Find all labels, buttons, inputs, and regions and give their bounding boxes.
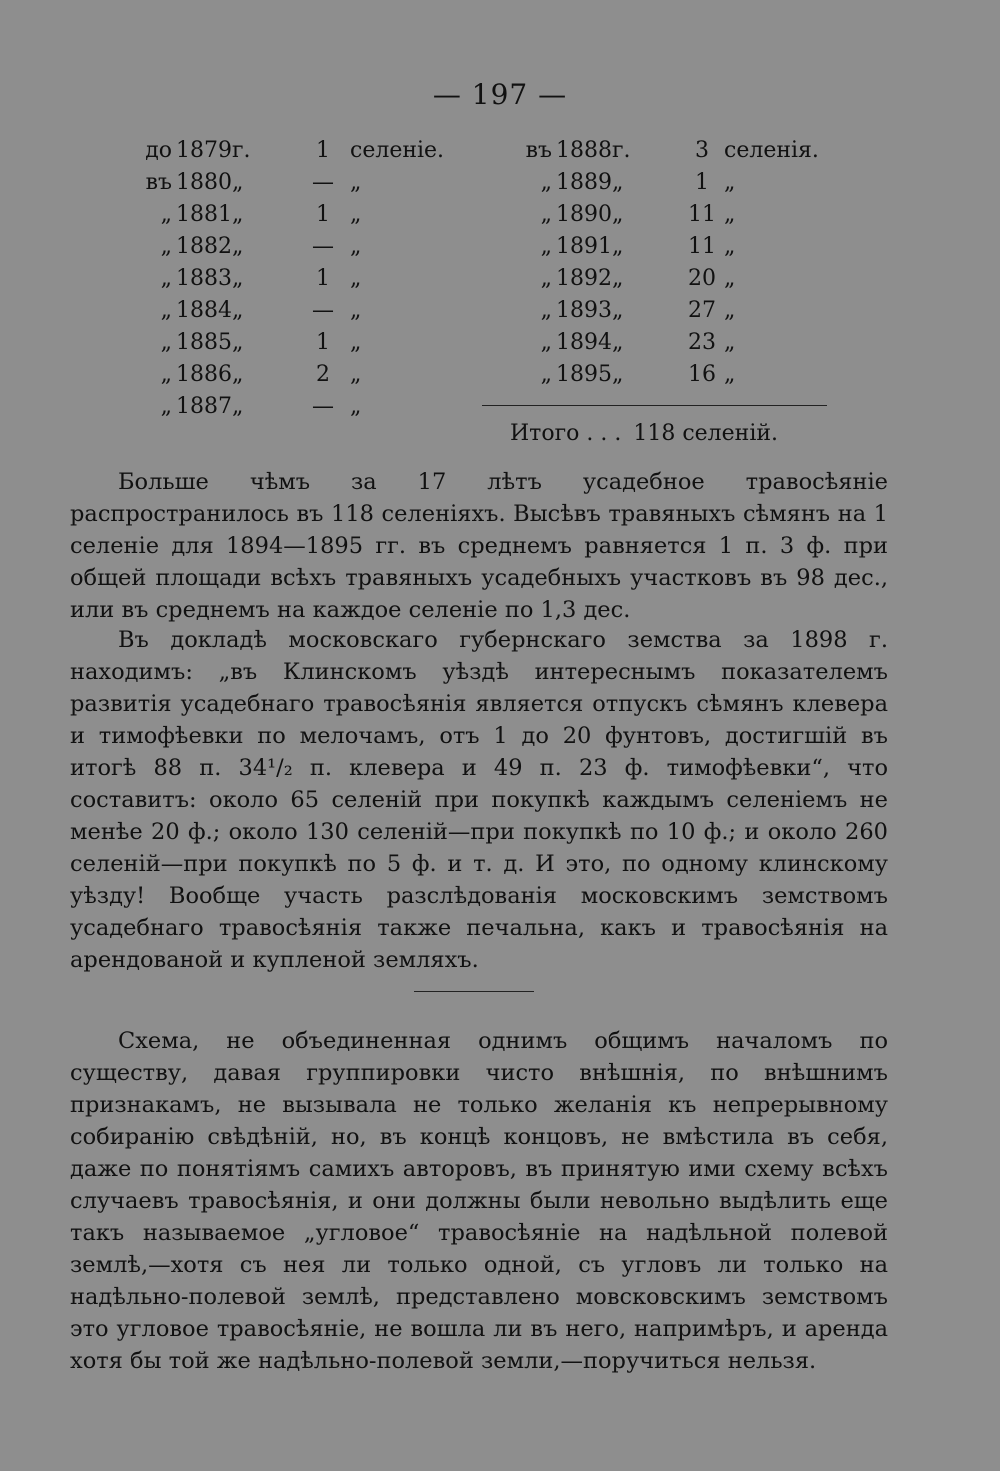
row-unit: „ [232,234,244,259]
row-prefix: въ [145,170,172,195]
row-count: 1 [316,138,330,163]
row-year: 1881 [176,202,232,227]
table-row [490,202,850,234]
row-prefix: „ [540,170,552,195]
table-row [128,234,488,266]
row-unit: „ [232,330,244,355]
row-prefix: „ [160,298,172,323]
table-row [490,170,850,202]
row-year: 1882 [176,234,232,259]
row-prefix: „ [160,234,172,259]
row-count: — [312,394,334,419]
row-settlement: „ [724,362,736,387]
table-row [128,330,488,362]
row-year: 1885 [176,330,232,355]
table-row [128,266,488,298]
row-unit: „ [612,234,624,259]
paragraph-3-text: Схема, не объединенная однимъ общимъ началомъ по существу, давая группировки чисто внѣшнія, по внѣшнимъ признакамъ, не вызывала не только желанія къ непрерывному собиранію свѣдѣній, но, въ концѣ концовъ, не вмѣстила въ себя, даже по понятіямъ самихъ авторовъ, въ принятую ими схему всѣхъ случаевъ травосѣянія, и они должны были невольно выдѣлить еще такъ называемое „угловое“ травосѣяніе на надѣльной полевой землѣ,—хотя съ нея ли только одной, съ угловъ ли только на надѣльно-полевой землѣ, представлено мовсковскимъ земствомъ это угловое травосѣяніе, не вошла ли въ него, напримѣръ, и аренда хотя бы той же надѣльно-полевой земли,—поручиться нельзя. [70,1028,888,1374]
row-unit: г. [612,138,631,163]
row-year: 1887 [176,394,232,419]
row-count: 1 [695,170,709,195]
paragraph-2 [70,624,888,976]
row-settlement: „ [724,266,736,291]
row-settlement: „ [724,170,736,195]
row-unit: г. [232,138,251,163]
table-row [128,362,488,394]
table-row [128,170,488,202]
row-unit: „ [612,202,624,227]
table-row [490,266,850,298]
total-rule [482,405,827,406]
section-divider [414,991,534,992]
row-unit: „ [612,266,624,291]
row-year: 1890 [556,202,612,227]
row-count: 1 [316,330,330,355]
row-count: 11 [688,234,716,259]
row-year: 1880 [176,170,232,195]
row-unit: „ [232,394,244,419]
row-year: 1895 [556,362,612,387]
table-row [128,202,488,234]
row-unit: „ [612,362,624,387]
paragraph-1 [70,466,888,626]
row-settlement: „ [724,298,736,323]
table-row [490,362,850,394]
row-unit: „ [232,362,244,387]
row-settlement: „ [724,330,736,355]
table-row [490,298,850,330]
table-row [490,234,850,266]
row-unit: „ [612,298,624,323]
row-settlement: „ [350,330,362,355]
row-count: 11 [688,202,716,227]
row-prefix: „ [540,266,552,291]
table-row [128,298,488,330]
row-unit: „ [232,298,244,323]
paragraph-3 [70,1025,888,1377]
row-prefix: „ [540,202,552,227]
row-settlement: „ [350,170,362,195]
page-number: — 197 — [432,78,568,111]
row-settlement: „ [350,202,362,227]
row-prefix: „ [540,234,552,259]
right-table [490,138,850,394]
row-year: 1884 [176,298,232,323]
row-prefix: „ [540,330,552,355]
row-count: 16 [688,362,716,387]
total-value: 118 селеній. [633,421,779,446]
left-table [128,138,488,426]
row-prefix: „ [160,266,172,291]
row-settlement: „ [350,298,362,323]
row-unit: „ [232,266,244,291]
row-year: 1879 [176,138,232,163]
row-prefix: „ [160,330,172,355]
row-count: 3 [695,138,709,163]
row-settlement: селенія. [724,138,819,163]
paragraph-1-text: Больше чѣмъ за 17 лѣтъ усадебное травосѣяніе распространилось въ 118 селеніяхъ. Высѣвъ травяныхъ сѣмянъ на 1 селеніе для 1894—1895 гг. въ среднемъ равняется 1 п. 3 ф. при общей площади всѣхъ травяныхъ усадебныхъ участковъ въ 98 дес., или въ среднемъ на каждое селеніе по 1,3 дес. [70,469,888,623]
row-prefix: „ [160,394,172,419]
row-count: 1 [316,266,330,291]
row-unit: „ [612,330,624,355]
row-year: 1894 [556,330,612,355]
row-prefix: въ [525,138,552,163]
row-prefix: „ [160,362,172,387]
row-count: 27 [688,298,716,323]
table-row [490,330,850,362]
total-line [510,421,778,446]
table-row [490,138,850,170]
row-count: 1 [316,202,330,227]
row-count: 23 [688,330,716,355]
row-count: — [312,298,334,323]
row-year: 1883 [176,266,232,291]
row-settlement: „ [350,266,362,291]
table-row [128,394,488,426]
row-year: 1893 [556,298,612,323]
row-year: 1888 [556,138,612,163]
table-row [128,138,488,170]
row-count: — [312,234,334,259]
row-unit: „ [612,170,624,195]
row-year: 1891 [556,234,612,259]
total-label: Итого . . . [510,421,622,446]
row-count: 20 [688,266,716,291]
row-settlement: селеніе. [350,138,445,163]
row-year: 1886 [176,362,232,387]
row-prefix: „ [540,298,552,323]
paragraph-2-text: Въ докладѣ московскаго губернскаго земства за 1898 г. находимъ: „въ Клинскомъ уѣздѣ интереснымъ показателемъ развитія усадебнаго травосѣянія является отпускъ сѣмянъ клевера и тимофѣевки по мелочамъ, отъ 1 до 20 фунтовъ, достигшій въ итогѣ 88 п. 34¹/₂ п. клевера и 49 п. 23 ф. тимофѣевки“, что составитъ: около 65 селеній при покупкѣ каждымъ селеніемъ не менѣе 20 ф.; около 130 селеній—при покупкѣ по 10 ф.; и около 260 селеній—при покупкѣ по 5 ф. и т. д. И это, по одному клинскому уѣзду! Вообще участь разслѣдованія московскимъ земствомъ усадебнаго травосѣянія также печальна, какъ и травосѣянія на арендованой и купленой земляхъ. [70,627,888,973]
row-year: 1892 [556,266,612,291]
row-settlement: „ [724,234,736,259]
row-year: 1889 [556,170,612,195]
row-count: — [312,170,334,195]
row-settlement: „ [724,202,736,227]
row-prefix: до [145,138,172,163]
row-prefix: „ [160,202,172,227]
row-unit: „ [232,202,244,227]
row-prefix: „ [540,362,552,387]
row-count: 2 [316,362,330,387]
row-settlement: „ [350,362,362,387]
row-unit: „ [232,170,244,195]
row-settlement: „ [350,234,362,259]
row-settlement: „ [350,394,362,419]
